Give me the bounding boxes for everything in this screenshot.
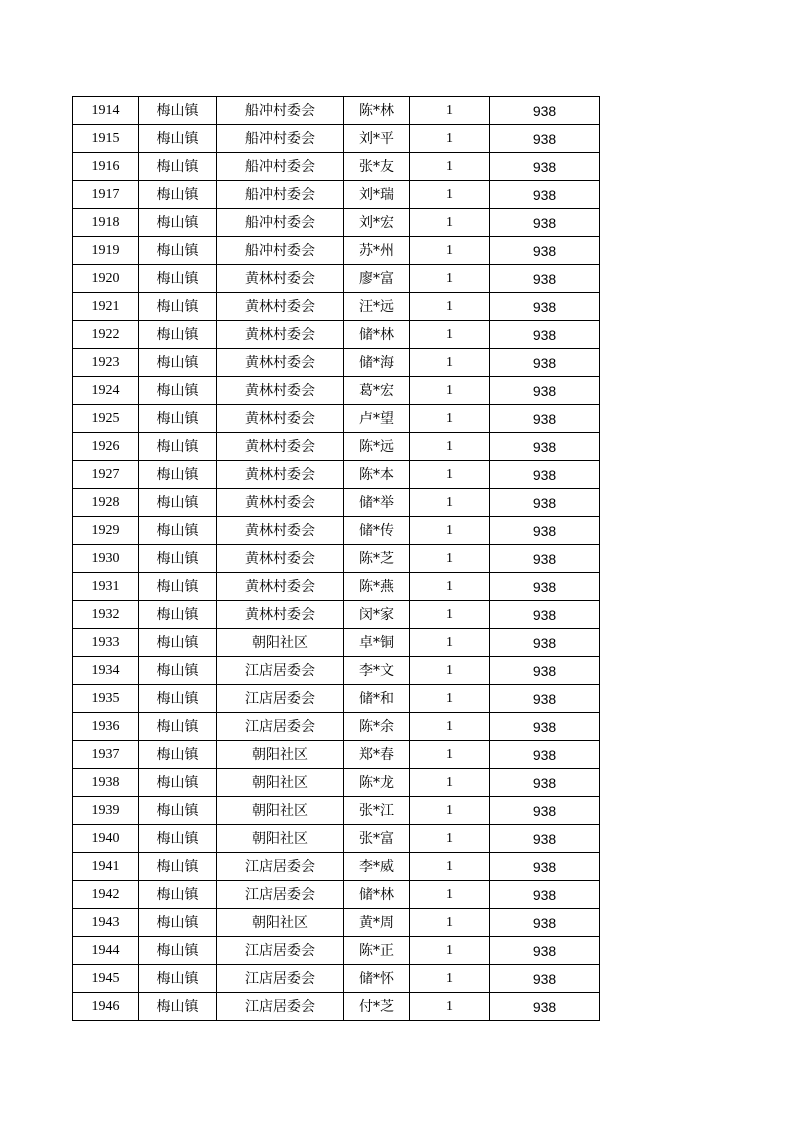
table-row <box>73 377 600 405</box>
town-cell: 梅山镇 <box>139 237 217 265</box>
person-name-cell: 付*芝 <box>344 993 410 1021</box>
person-name-cell: 廖*富 <box>344 265 410 293</box>
village-cell: 黄林村委会 <box>217 405 344 433</box>
count-cell: 1 <box>410 181 490 209</box>
town-cell: 梅山镇 <box>139 125 217 153</box>
table-row <box>73 209 600 237</box>
person-name-cell: 郑*春 <box>344 741 410 769</box>
amount-cell: 938 <box>490 405 600 433</box>
row-number-cell: 1934 <box>73 657 139 685</box>
village-cell: 黄林村委会 <box>217 265 344 293</box>
person-name-cell: 闵*家 <box>344 601 410 629</box>
amount-cell: 938 <box>490 461 600 489</box>
amount-cell: 938 <box>490 965 600 993</box>
row-number-cell: 1944 <box>73 937 139 965</box>
town-cell: 梅山镇 <box>139 937 217 965</box>
village-cell: 江店居委会 <box>217 965 344 993</box>
table-row <box>73 573 600 601</box>
row-number-cell: 1938 <box>73 769 139 797</box>
village-cell: 船冲村委会 <box>217 209 344 237</box>
amount-cell: 938 <box>490 881 600 909</box>
person-name-cell: 陈*本 <box>344 461 410 489</box>
person-name-cell: 陈*龙 <box>344 769 410 797</box>
row-number-cell: 1932 <box>73 601 139 629</box>
person-name-cell: 张*江 <box>344 797 410 825</box>
row-number-cell: 1937 <box>73 741 139 769</box>
amount-cell: 938 <box>490 433 600 461</box>
row-number-cell: 1933 <box>73 629 139 657</box>
amount-cell: 938 <box>490 181 600 209</box>
count-cell: 1 <box>410 321 490 349</box>
count-cell: 1 <box>410 881 490 909</box>
town-cell: 梅山镇 <box>139 489 217 517</box>
amount-cell: 938 <box>490 573 600 601</box>
town-cell: 梅山镇 <box>139 97 217 125</box>
count-cell: 1 <box>410 125 490 153</box>
table-row <box>73 265 600 293</box>
amount-cell: 938 <box>490 797 600 825</box>
table-row <box>73 993 600 1021</box>
town-cell: 梅山镇 <box>139 517 217 545</box>
count-cell: 1 <box>410 769 490 797</box>
table-row <box>73 965 600 993</box>
table-row <box>73 97 600 125</box>
person-name-cell: 陈*芝 <box>344 545 410 573</box>
row-number-cell: 1923 <box>73 349 139 377</box>
amount-cell: 938 <box>490 937 600 965</box>
town-cell: 梅山镇 <box>139 433 217 461</box>
row-number-cell: 1917 <box>73 181 139 209</box>
row-number-cell: 1943 <box>73 909 139 937</box>
town-cell: 梅山镇 <box>139 629 217 657</box>
amount-cell: 938 <box>490 517 600 545</box>
amount-cell: 938 <box>490 153 600 181</box>
count-cell: 1 <box>410 685 490 713</box>
count-cell: 1 <box>410 993 490 1021</box>
row-number-cell: 1926 <box>73 433 139 461</box>
person-name-cell: 张*友 <box>344 153 410 181</box>
count-cell: 1 <box>410 965 490 993</box>
person-name-cell: 李*威 <box>344 853 410 881</box>
table-row <box>73 545 600 573</box>
amount-cell: 938 <box>490 629 600 657</box>
row-number-cell: 1916 <box>73 153 139 181</box>
table-row <box>73 433 600 461</box>
count-cell: 1 <box>410 853 490 881</box>
town-cell: 梅山镇 <box>139 685 217 713</box>
person-name-cell: 储*和 <box>344 685 410 713</box>
village-cell: 船冲村委会 <box>217 125 344 153</box>
town-cell: 梅山镇 <box>139 853 217 881</box>
amount-cell: 938 <box>490 293 600 321</box>
count-cell: 1 <box>410 349 490 377</box>
table-row <box>73 657 600 685</box>
count-cell: 1 <box>410 825 490 853</box>
village-cell: 船冲村委会 <box>217 153 344 181</box>
person-name-cell: 刘*瑞 <box>344 181 410 209</box>
count-cell: 1 <box>410 293 490 321</box>
amount-cell: 938 <box>490 601 600 629</box>
village-cell: 船冲村委会 <box>217 97 344 125</box>
table-row <box>73 909 600 937</box>
town-cell: 梅山镇 <box>139 601 217 629</box>
table-row <box>73 153 600 181</box>
amount-cell: 938 <box>490 741 600 769</box>
person-name-cell: 陈*燕 <box>344 573 410 601</box>
row-number-cell: 1921 <box>73 293 139 321</box>
village-cell: 朝阳社区 <box>217 909 344 937</box>
town-cell: 梅山镇 <box>139 153 217 181</box>
row-number-cell: 1936 <box>73 713 139 741</box>
town-cell: 梅山镇 <box>139 825 217 853</box>
row-number-cell: 1929 <box>73 517 139 545</box>
roster-table <box>72 96 600 1021</box>
amount-cell: 938 <box>490 237 600 265</box>
count-cell: 1 <box>410 265 490 293</box>
village-cell: 朝阳社区 <box>217 741 344 769</box>
town-cell: 梅山镇 <box>139 181 217 209</box>
table-row <box>73 741 600 769</box>
person-name-cell: 卓*铜 <box>344 629 410 657</box>
town-cell: 梅山镇 <box>139 741 217 769</box>
count-cell: 1 <box>410 657 490 685</box>
person-name-cell: 陈*余 <box>344 713 410 741</box>
row-number-cell: 1925 <box>73 405 139 433</box>
town-cell: 梅山镇 <box>139 881 217 909</box>
row-number-cell: 1927 <box>73 461 139 489</box>
town-cell: 梅山镇 <box>139 909 217 937</box>
row-number-cell: 1914 <box>73 97 139 125</box>
count-cell: 1 <box>410 909 490 937</box>
row-number-cell: 1922 <box>73 321 139 349</box>
table-row <box>73 461 600 489</box>
village-cell: 江店居委会 <box>217 685 344 713</box>
count-cell: 1 <box>410 377 490 405</box>
village-cell: 朝阳社区 <box>217 825 344 853</box>
village-cell: 朝阳社区 <box>217 797 344 825</box>
table-row <box>73 321 600 349</box>
amount-cell: 938 <box>490 993 600 1021</box>
village-cell: 黄林村委会 <box>217 517 344 545</box>
village-cell: 江店居委会 <box>217 881 344 909</box>
amount-cell: 938 <box>490 685 600 713</box>
town-cell: 梅山镇 <box>139 377 217 405</box>
person-name-cell: 储*举 <box>344 489 410 517</box>
row-number-cell: 1919 <box>73 237 139 265</box>
amount-cell: 938 <box>490 349 600 377</box>
village-cell: 江店居委会 <box>217 853 344 881</box>
roster-body <box>73 97 600 1021</box>
table-row <box>73 937 600 965</box>
count-cell: 1 <box>410 489 490 517</box>
count-cell: 1 <box>410 97 490 125</box>
person-name-cell: 张*富 <box>344 825 410 853</box>
count-cell: 1 <box>410 741 490 769</box>
table-row <box>73 349 600 377</box>
table-row <box>73 601 600 629</box>
amount-cell: 938 <box>490 209 600 237</box>
person-name-cell: 刘*宏 <box>344 209 410 237</box>
amount-cell: 938 <box>490 321 600 349</box>
village-cell: 江店居委会 <box>217 993 344 1021</box>
person-name-cell: 刘*平 <box>344 125 410 153</box>
village-cell: 江店居委会 <box>217 713 344 741</box>
row-number-cell: 1931 <box>73 573 139 601</box>
village-cell: 黄林村委会 <box>217 573 344 601</box>
count-cell: 1 <box>410 573 490 601</box>
amount-cell: 938 <box>490 377 600 405</box>
row-number-cell: 1924 <box>73 377 139 405</box>
village-cell: 黄林村委会 <box>217 293 344 321</box>
amount-cell: 938 <box>490 825 600 853</box>
table-row <box>73 769 600 797</box>
person-name-cell: 储*传 <box>344 517 410 545</box>
table-row <box>73 713 600 741</box>
count-cell: 1 <box>410 517 490 545</box>
town-cell: 梅山镇 <box>139 657 217 685</box>
row-number-cell: 1940 <box>73 825 139 853</box>
town-cell: 梅山镇 <box>139 321 217 349</box>
amount-cell: 938 <box>490 769 600 797</box>
count-cell: 1 <box>410 601 490 629</box>
amount-cell: 938 <box>490 489 600 517</box>
person-name-cell: 卢*望 <box>344 405 410 433</box>
count-cell: 1 <box>410 237 490 265</box>
village-cell: 黄林村委会 <box>217 601 344 629</box>
table-row <box>73 405 600 433</box>
amount-cell: 938 <box>490 853 600 881</box>
row-number-cell: 1918 <box>73 209 139 237</box>
table-row <box>73 293 600 321</box>
count-cell: 1 <box>410 629 490 657</box>
person-name-cell: 苏*州 <box>344 237 410 265</box>
village-cell: 黄林村委会 <box>217 433 344 461</box>
row-number-cell: 1942 <box>73 881 139 909</box>
village-cell: 黄林村委会 <box>217 377 344 405</box>
amount-cell: 938 <box>490 265 600 293</box>
table-row <box>73 517 600 545</box>
town-cell: 梅山镇 <box>139 265 217 293</box>
village-cell: 黄林村委会 <box>217 489 344 517</box>
table-row <box>73 629 600 657</box>
village-cell: 船冲村委会 <box>217 181 344 209</box>
person-name-cell: 李*文 <box>344 657 410 685</box>
row-number-cell: 1941 <box>73 853 139 881</box>
town-cell: 梅山镇 <box>139 461 217 489</box>
table-row <box>73 825 600 853</box>
count-cell: 1 <box>410 405 490 433</box>
count-cell: 1 <box>410 209 490 237</box>
row-number-cell: 1935 <box>73 685 139 713</box>
town-cell: 梅山镇 <box>139 797 217 825</box>
village-cell: 黄林村委会 <box>217 545 344 573</box>
person-name-cell: 汪*远 <box>344 293 410 321</box>
count-cell: 1 <box>410 461 490 489</box>
person-name-cell: 储*林 <box>344 881 410 909</box>
person-name-cell: 储*海 <box>344 349 410 377</box>
person-name-cell: 陈*正 <box>344 937 410 965</box>
person-name-cell: 储*怀 <box>344 965 410 993</box>
row-number-cell: 1920 <box>73 265 139 293</box>
village-cell: 朝阳社区 <box>217 769 344 797</box>
table-row <box>73 881 600 909</box>
row-number-cell: 1939 <box>73 797 139 825</box>
row-number-cell: 1946 <box>73 993 139 1021</box>
town-cell: 梅山镇 <box>139 545 217 573</box>
count-cell: 1 <box>410 545 490 573</box>
count-cell: 1 <box>410 153 490 181</box>
town-cell: 梅山镇 <box>139 769 217 797</box>
person-name-cell: 陈*远 <box>344 433 410 461</box>
village-cell: 黄林村委会 <box>217 321 344 349</box>
count-cell: 1 <box>410 937 490 965</box>
row-number-cell: 1930 <box>73 545 139 573</box>
town-cell: 梅山镇 <box>139 993 217 1021</box>
town-cell: 梅山镇 <box>139 349 217 377</box>
table-row <box>73 181 600 209</box>
town-cell: 梅山镇 <box>139 209 217 237</box>
amount-cell: 938 <box>490 657 600 685</box>
village-cell: 江店居委会 <box>217 937 344 965</box>
row-number-cell: 1928 <box>73 489 139 517</box>
village-cell: 黄林村委会 <box>217 461 344 489</box>
village-cell: 江店居委会 <box>217 657 344 685</box>
amount-cell: 938 <box>490 713 600 741</box>
table-row <box>73 237 600 265</box>
row-number-cell: 1945 <box>73 965 139 993</box>
count-cell: 1 <box>410 713 490 741</box>
town-cell: 梅山镇 <box>139 293 217 321</box>
table-row <box>73 125 600 153</box>
person-name-cell: 储*林 <box>344 321 410 349</box>
table-row <box>73 797 600 825</box>
amount-cell: 938 <box>490 545 600 573</box>
count-cell: 1 <box>410 797 490 825</box>
amount-cell: 938 <box>490 125 600 153</box>
town-cell: 梅山镇 <box>139 713 217 741</box>
table-row <box>73 685 600 713</box>
row-number-cell: 1915 <box>73 125 139 153</box>
village-cell: 黄林村委会 <box>217 349 344 377</box>
count-cell: 1 <box>410 433 490 461</box>
town-cell: 梅山镇 <box>139 573 217 601</box>
person-name-cell: 葛*宏 <box>344 377 410 405</box>
table-row <box>73 853 600 881</box>
amount-cell: 938 <box>490 97 600 125</box>
person-name-cell: 陈*林 <box>344 97 410 125</box>
person-name-cell: 黄*周 <box>344 909 410 937</box>
village-cell: 船冲村委会 <box>217 237 344 265</box>
table-row <box>73 489 600 517</box>
town-cell: 梅山镇 <box>139 405 217 433</box>
village-cell: 朝阳社区 <box>217 629 344 657</box>
amount-cell: 938 <box>490 909 600 937</box>
town-cell: 梅山镇 <box>139 965 217 993</box>
